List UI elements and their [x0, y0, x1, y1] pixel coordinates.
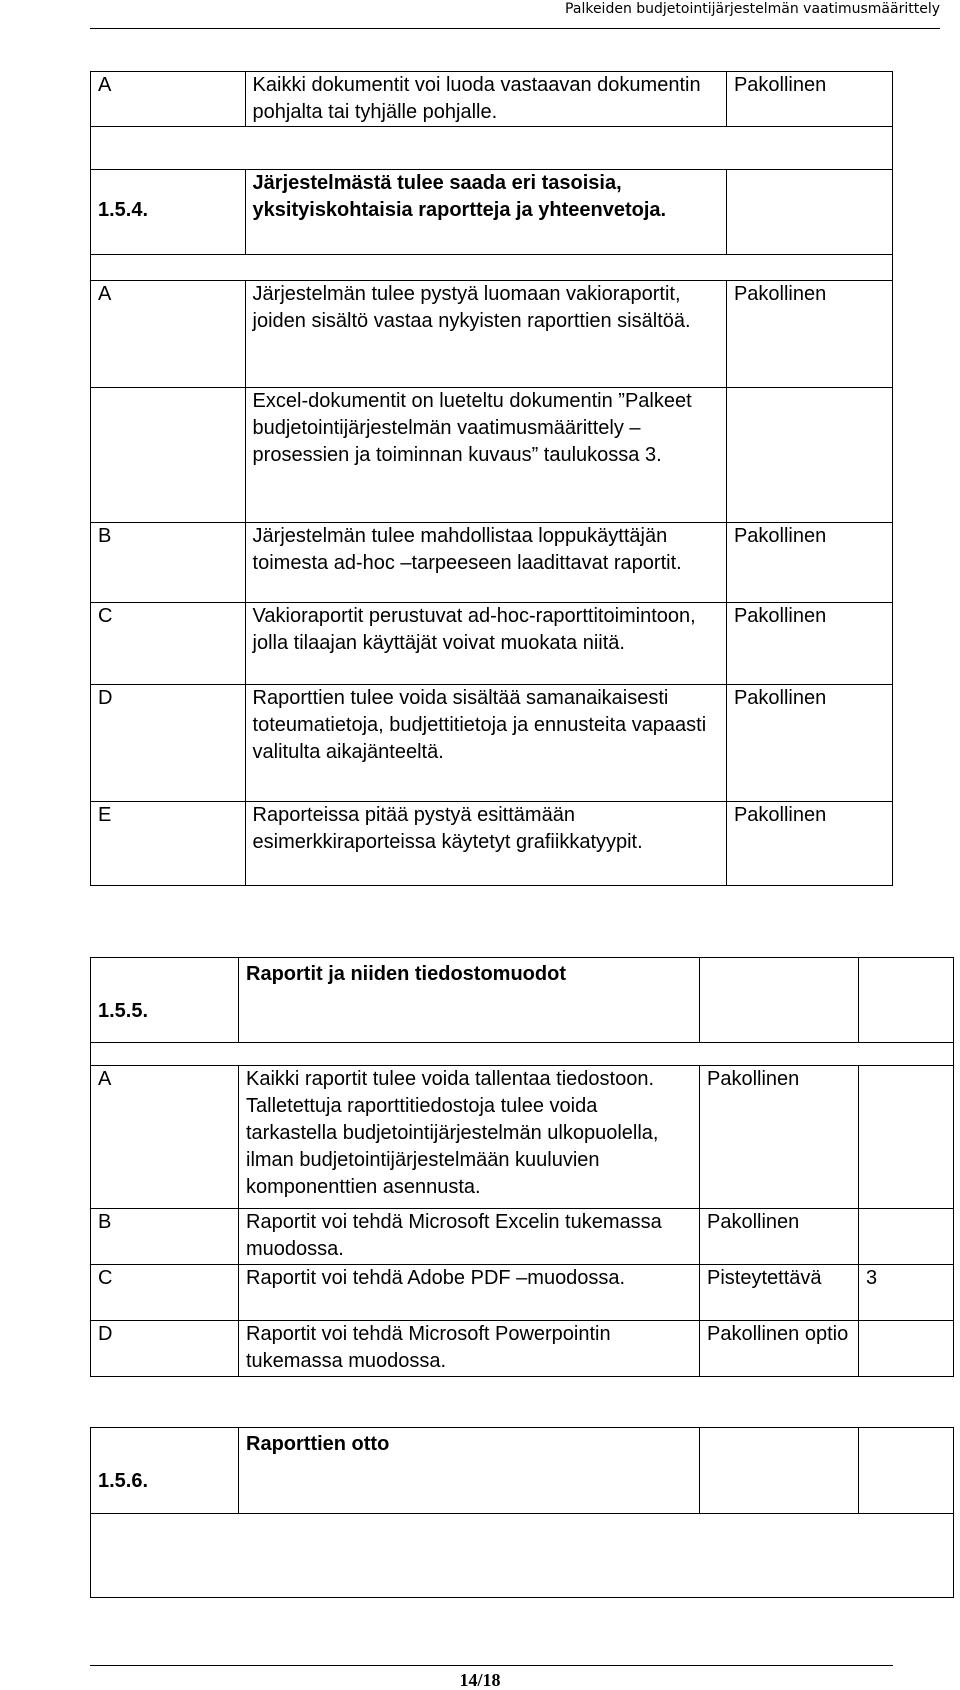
row-status: Pakollinen	[726, 685, 892, 802]
row-points	[859, 1321, 954, 1377]
row-points: 3	[859, 1265, 954, 1321]
requirements-table-1	[90, 71, 893, 886]
row-text: Järjestelmän tulee pystyä luomaan vakioraportit, joiden sisältö vastaa nykyisten raporttien sisältöä.	[245, 281, 726, 388]
row-points	[859, 1066, 954, 1209]
table-row	[91, 72, 893, 127]
row-text: Kaikki dokumentit voi luoda vastaavan dokumentin pohjalta tai tyhjälle pohjalle.	[245, 72, 726, 127]
row-status: Pakollinen optio	[700, 1321, 859, 1377]
table-row	[91, 388, 893, 523]
footer-rule	[90, 1665, 893, 1666]
row-text: Excel-dokumentit on lueteltu dokumentin ”Palkeet budjetointijärjestelmän vaatimusmäärittely – prosessien ja toiminnan kuvaus” taulukossa 3.	[245, 388, 726, 523]
table-row	[91, 523, 893, 603]
row-points	[859, 1209, 954, 1265]
table-row	[91, 802, 893, 886]
row-text: Kaikki raportit tulee voida tallentaa tiedostoon. Talletettuja raporttitiedostoja tulee voida tarkastella budjetointijärjestelmän ulkopuolella, ilman budjetointijärjestelmään kuuluvien komponenttien asennusta.	[239, 1066, 700, 1209]
row-status: Pakollinen	[726, 72, 892, 127]
table-row	[91, 1066, 954, 1209]
row-id: D	[91, 685, 246, 802]
table-row	[91, 603, 893, 685]
row-text: Vakioraportit perustuvat ad-hoc-raporttitoimintoon, jolla tilaajan käyttäjät voivat muokata niitä.	[245, 603, 726, 685]
row-text: Raportit voi tehdä Microsoft Excelin tukemassa muodossa.	[239, 1209, 700, 1265]
requirements-table-2	[90, 957, 954, 1377]
spacer-row	[91, 1514, 954, 1598]
row-id: D	[91, 1321, 239, 1377]
row-id: C	[91, 603, 246, 685]
row-status: Pakollinen	[726, 523, 892, 603]
row-status	[726, 388, 892, 523]
section-number: 1.5.4.	[91, 170, 246, 255]
section-title: Järjestelmästä tulee saada eri tasoisia, yksityiskohtaisia raportteja ja yhteenvetoja.	[245, 170, 726, 255]
table-row	[91, 1265, 954, 1321]
spacer-row	[91, 1043, 954, 1066]
section-title: Raportit ja niiden tiedostomuodot	[239, 958, 700, 1043]
row-id: A	[91, 72, 246, 127]
table-row	[91, 281, 893, 388]
row-status: Pakollinen	[700, 1066, 859, 1209]
row-id: A	[91, 281, 246, 388]
row-status: Pakollinen	[700, 1209, 859, 1265]
row-status: Pakollinen	[726, 802, 892, 886]
spacer-row	[91, 255, 893, 281]
spacer-row	[91, 127, 893, 170]
row-id: C	[91, 1265, 239, 1321]
requirements-table-3	[90, 1427, 954, 1598]
row-text: Raportit voi tehdä Adobe PDF –muodossa.	[239, 1265, 700, 1321]
table-row	[91, 1321, 954, 1377]
row-id: A	[91, 1066, 239, 1209]
table-row	[91, 685, 893, 802]
row-text: Raporttien tulee voida sisältää samanaikaisesti toteumatietoja, budjettitietoja ja ennusteita vapaasti valitulta aikajänteeltä.	[245, 685, 726, 802]
header-rule	[90, 28, 940, 29]
header-title: Palkeiden budjetointijärjestelmän vaatimusmäärittely	[565, 1, 940, 17]
row-id	[91, 388, 246, 523]
section-row	[91, 1428, 954, 1514]
page-number: 14/18	[459, 1670, 501, 1690]
document-header	[0, 0, 940, 26]
row-status: Pakollinen	[726, 281, 892, 388]
section-number: 1.5.6.	[91, 1428, 239, 1514]
section-number: 1.5.5.	[91, 958, 239, 1043]
row-id: B	[91, 1209, 239, 1265]
row-text: Raportit voi tehdä Microsoft Powerpointin tukemassa muodossa.	[239, 1321, 700, 1377]
table-row	[91, 1209, 954, 1265]
section-row	[91, 958, 954, 1043]
row-status: Pisteytettävä	[700, 1265, 859, 1321]
section-title: Raporttien otto	[239, 1428, 700, 1514]
row-id: E	[91, 802, 246, 886]
row-text: Raporteissa pitää pystyä esittämään esimerkkiraporteissa käytetyt grafiikkatyypit.	[245, 802, 726, 886]
row-id: B	[91, 523, 246, 603]
section-row	[91, 170, 893, 255]
row-status: Pakollinen	[726, 603, 892, 685]
row-text: Järjestelmän tulee mahdollistaa loppukäyttäjän toimesta ad-hoc –tarpeeseen laadittavat raportit.	[245, 523, 726, 603]
